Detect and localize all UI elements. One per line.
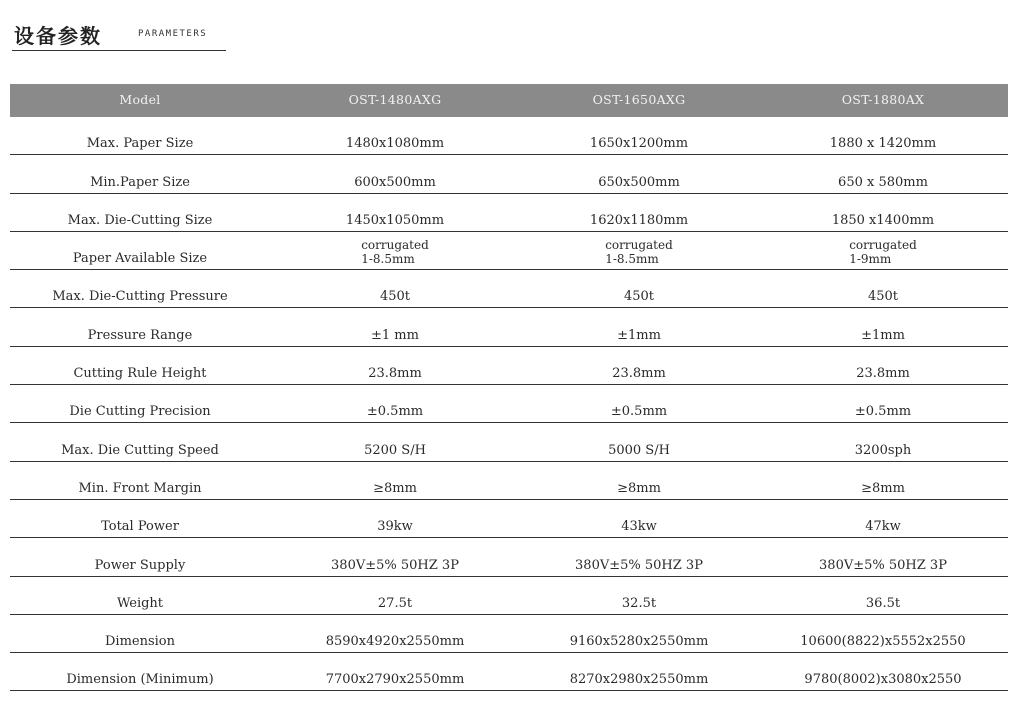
- row-label: Min.Paper Size: [90, 174, 190, 190]
- table-cell: ≥8mm: [861, 480, 905, 496]
- table-row: [10, 615, 1008, 653]
- table-row: [10, 194, 1008, 232]
- table-row: [10, 462, 1008, 500]
- table-body: [10, 117, 1008, 691]
- table-row: [10, 577, 1008, 615]
- table-cell: 8590x4920x2550mm: [325, 634, 465, 650]
- row-label: Pressure Range: [87, 327, 193, 343]
- column-header-ost-1480axg: OST-1480AXG: [348, 91, 442, 107]
- table-cell: 39kw: [377, 519, 413, 535]
- table-cell: 450t: [623, 289, 655, 305]
- section-title: [12, 20, 226, 51]
- table-cell-line: 1-8.5mm: [605, 252, 659, 267]
- title-english: PARAMETERS: [138, 29, 208, 39]
- table-cell: [758, 238, 1008, 269]
- column-header-ost-1650axg: OST-1650AXG: [592, 91, 686, 107]
- table-cell: 3200sph: [854, 442, 912, 458]
- table-cell: 32.5t: [621, 595, 657, 611]
- table-cell: ±1mm: [861, 327, 905, 343]
- row-label: Dimension: [104, 634, 175, 650]
- table-cell: 1850 x1400mm: [831, 212, 935, 228]
- table-cell: 380V±5% 50HZ 3P: [331, 557, 459, 573]
- parameters-table: [10, 84, 1008, 691]
- column-header-model: Model: [119, 91, 161, 107]
- table-cell: ±0.5mm: [854, 404, 912, 420]
- table-cell: 36.5t: [865, 595, 901, 611]
- table-cell: 10600(8822)x5552x2550: [800, 634, 966, 650]
- table-cell: ≥8mm: [373, 480, 417, 496]
- table-cell: 380V±5% 50HZ 3P: [819, 557, 947, 573]
- table-cell: 1880 x 1420mm: [829, 136, 937, 152]
- table-cell: 1480x1080mm: [345, 136, 445, 152]
- table-cell: 27.5t: [377, 595, 413, 611]
- table-cell: 5200 S/H: [364, 442, 426, 458]
- row-label: Paper Available Size: [72, 251, 208, 267]
- row-label: Total Power: [101, 519, 179, 535]
- table-row: [10, 423, 1008, 461]
- table-cell: 650x500mm: [598, 174, 680, 190]
- table-cell: 5000 S/H: [608, 442, 670, 458]
- table-cell-line: corrugated: [605, 238, 673, 253]
- table-cell: 1620x1180mm: [589, 212, 689, 228]
- table-cell: ±0.5mm: [366, 404, 424, 420]
- table-cell-line: corrugated: [361, 238, 429, 253]
- table-row: [10, 232, 1008, 270]
- row-label: Die Cutting Precision: [69, 404, 211, 420]
- table-cell: 9160x5280x2550mm: [569, 634, 709, 650]
- table-cell: ≥8mm: [617, 480, 661, 496]
- table-row: [10, 653, 1008, 691]
- row-label: Min. Front Margin: [78, 480, 202, 496]
- table-row: [10, 117, 1008, 155]
- table-row: [10, 385, 1008, 423]
- row-label: Max. Paper Size: [86, 136, 194, 152]
- table-cell: 450t: [379, 289, 411, 305]
- table-cell: ±1 mm: [371, 327, 419, 343]
- table-row: [10, 155, 1008, 193]
- table-cell: 23.8mm: [856, 366, 910, 382]
- table-cell: 380V±5% 50HZ 3P: [575, 557, 703, 573]
- table-cell: 23.8mm: [612, 366, 666, 382]
- table-cell-line: corrugated: [849, 238, 917, 253]
- row-label: Max. Die Cutting Speed: [61, 442, 219, 458]
- table-cell: 650 x 580mm: [838, 174, 928, 190]
- table-cell: [520, 238, 758, 269]
- table-row: [10, 347, 1008, 385]
- row-label: Cutting Rule Height: [73, 366, 207, 382]
- table-cell: ±0.5mm: [610, 404, 668, 420]
- row-label: Max. Die-Cutting Pressure: [52, 289, 228, 305]
- table-cell: [270, 238, 520, 269]
- table-cell: 1650x1200mm: [589, 136, 689, 152]
- table-cell: 9780(8002)x3080x2550: [804, 672, 962, 688]
- table-row: [10, 538, 1008, 576]
- table-header-row: [10, 84, 1008, 117]
- table-row: [10, 308, 1008, 346]
- column-header-ost-1880ax: OST-1880AX: [841, 91, 925, 107]
- row-label: Max. Die-Cutting Size: [67, 212, 213, 228]
- table-cell: 600x500mm: [354, 174, 436, 190]
- table-cell: 47kw: [865, 519, 901, 535]
- row-label: Power Supply: [94, 557, 186, 573]
- table-cell: 7700x2790x2550mm: [325, 672, 465, 688]
- row-label: Weight: [116, 595, 164, 611]
- table-row: [10, 270, 1008, 308]
- title-chinese: 设备参数: [14, 24, 102, 48]
- table-cell-line: 1-9mm: [849, 252, 892, 267]
- table-cell-line: 1-8.5mm: [361, 252, 415, 267]
- table-cell: 1450x1050mm: [345, 212, 445, 228]
- row-label: Dimension (Minimum): [66, 672, 214, 688]
- table-cell: 23.8mm: [368, 366, 422, 382]
- table-cell: 8270x2980x2550mm: [569, 672, 709, 688]
- table-cell: 43kw: [621, 519, 657, 535]
- table-row: [10, 500, 1008, 538]
- table-cell: ±1mm: [617, 327, 661, 343]
- table-cell: 450t: [867, 289, 899, 305]
